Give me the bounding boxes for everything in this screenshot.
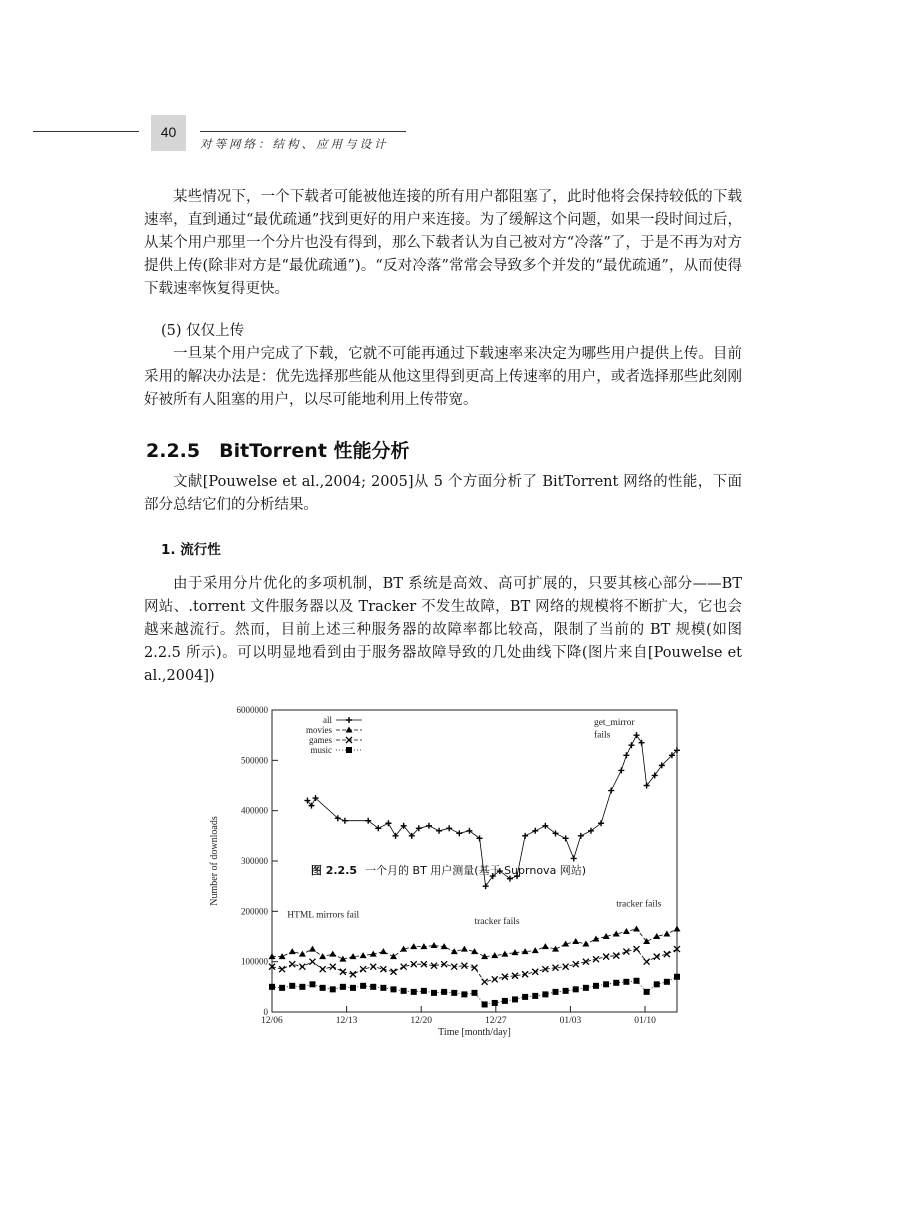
point-games — [472, 965, 478, 971]
point-games — [563, 964, 569, 970]
y-tick-label: 500000 — [241, 755, 268, 766]
point-music — [411, 989, 417, 995]
point-movies — [663, 930, 670, 936]
point-games — [401, 964, 407, 970]
x-tick-label: 12/13 — [335, 1016, 358, 1026]
x-tick-label: 01/10 — [634, 1016, 656, 1026]
point-music — [289, 983, 295, 989]
point-music — [573, 986, 579, 992]
point-movies — [532, 947, 539, 953]
chart-annotation: HTML mirrors fail — [287, 910, 360, 921]
point-games — [492, 976, 498, 982]
figure-caption-text: 一个月的 BT 用户测量(基于 Suprnova 网站) — [365, 864, 587, 877]
point-movies — [572, 938, 579, 944]
point-games — [320, 966, 326, 972]
y-tick-label: 0 — [263, 1007, 268, 1017]
chart-annotation: get_mirror — [593, 718, 635, 729]
point-movies — [319, 953, 326, 959]
point-music — [593, 983, 599, 989]
point-music — [279, 985, 285, 991]
point-music — [522, 994, 528, 1000]
header-rule-left — [33, 131, 139, 132]
point-all — [588, 828, 594, 834]
point-movies — [633, 925, 640, 931]
list-item-5: (5) 仅仅上传 — [161, 323, 245, 339]
point-games — [634, 946, 640, 952]
header-rule-right — [200, 131, 406, 132]
point-all — [342, 818, 348, 824]
point-music — [603, 981, 609, 987]
point-all — [365, 818, 371, 824]
point-music — [644, 989, 650, 995]
point-all — [426, 823, 432, 829]
legend-marker-movies — [346, 727, 353, 733]
paragraph-4: 由于采用分片优化的多项机制，BT 系统是高效、高可扩展的，只要其核心部分——BT 网站、.torrent 文件服务器以及 Tracker 不发生故障，BT 网络的规模将不断扩大，它也会越来越流行。然而，目前上述三种服务器的故障率都比较高，限制了当前的 BT 规模(如图 2.2.5 所示)。可以明显地看到由于服务器故障导致的几处曲线下降(图片来自[Pouwelse et al.,2004]) — [144, 576, 742, 684]
point-music — [553, 989, 559, 995]
point-games — [573, 961, 579, 967]
point-all — [456, 830, 462, 836]
point-games — [299, 964, 305, 970]
point-games — [360, 966, 366, 972]
point-all — [466, 828, 472, 834]
chart-annotation: fails — [593, 730, 611, 741]
point-movies — [309, 946, 316, 952]
point-all — [563, 835, 569, 841]
point-all — [375, 825, 381, 831]
point-music — [451, 990, 457, 996]
point-movies — [582, 941, 589, 947]
point-movies — [623, 928, 630, 934]
point-music — [623, 979, 629, 985]
point-movies — [269, 953, 276, 959]
x-tick-label: 12/20 — [410, 1016, 433, 1026]
point-music — [269, 984, 275, 990]
point-games — [593, 956, 599, 962]
point-movies — [289, 948, 296, 954]
point-all — [477, 835, 483, 841]
section-title: 2.2.5 BitTorrent 性能分析 — [146, 440, 410, 462]
point-music — [674, 974, 680, 980]
point-music — [634, 978, 640, 984]
point-games — [330, 964, 336, 970]
point-movies — [360, 952, 367, 958]
point-games — [310, 959, 316, 965]
point-all — [618, 767, 624, 773]
y-axis-label: Number of downloads — [209, 816, 220, 906]
point-games — [654, 954, 660, 960]
point-all — [522, 833, 528, 839]
y-tick-label: 300000 — [241, 856, 268, 866]
point-music — [542, 991, 548, 997]
y-tick-label: 200000 — [241, 906, 268, 917]
legend-label-games: games — [309, 735, 332, 745]
point-music — [461, 991, 467, 997]
point-games — [279, 966, 285, 972]
legend-label-all: all — [323, 715, 332, 725]
point-all — [634, 732, 640, 738]
x-axis-label: Time [month/day] — [438, 1027, 511, 1038]
point-games — [380, 966, 386, 972]
figure-caption — [0, 862, 897, 878]
point-games — [350, 971, 356, 977]
point-music — [320, 985, 326, 991]
point-games — [623, 949, 629, 955]
point-music — [299, 984, 305, 990]
x-tick-label: 12/27 — [484, 1016, 507, 1026]
figure-number: 图 2.2.5 — [310, 864, 358, 877]
point-music — [492, 1000, 498, 1006]
point-games — [664, 951, 670, 957]
point-music — [441, 989, 447, 995]
point-music — [583, 985, 589, 991]
point-music — [340, 984, 346, 990]
paragraph-2: 一旦某个用户完成了下载，它就不可能再通过下载速率来决定为哪些用户提供上传。目前采用的解决办法是：优先选择那些能从他这里得到更高上传速率的用户，或者选择那些此刻刚好被所有人阻塞的用户，以尽可能地利用上传带宽。 — [144, 346, 742, 408]
point-movies — [279, 953, 286, 959]
point-all — [623, 752, 629, 758]
x-tick-label: 01/03 — [559, 1016, 582, 1026]
paragraph-3: 文献[Pouwelse et al.,2004; 2005]从 5 个方面分析了 BitTorrent 网络的性能，下面部分总结它们的分析结果。 — [144, 474, 742, 513]
point-movies — [390, 953, 397, 959]
point-all — [578, 833, 584, 839]
running-head: 对等网络：结构、应用与设计 — [200, 137, 389, 151]
point-games — [340, 969, 346, 975]
point-all — [446, 825, 452, 831]
point-all — [571, 855, 577, 861]
paragraph-1: 某些情况下，一个下载者可能被他连接的所有用户都阻塞了，此时他将会保持较低的下载速率，直到通过“最优疏通”找到更好的用户来连接。为了缓解这个问题，如果一段时间过后，从某个用户那里一个分片也没有得到，那么下载者认为自己被对方“冷落”了，于是不再为对方提供上传(除非对方是“最优疏通”)。“反对冷落”常常会导致多个并发的“最优疏通”，从而使得下载速率恢复得更快。 — [144, 189, 742, 297]
point-music — [532, 993, 538, 999]
point-music — [512, 996, 518, 1002]
point-movies — [542, 943, 549, 949]
point-all — [628, 742, 634, 748]
legend-label-music: music — [310, 745, 332, 755]
point-movies — [299, 951, 306, 957]
legend-marker-all — [346, 717, 352, 723]
point-movies — [329, 951, 336, 957]
point-music — [360, 983, 366, 989]
legend-label-movies: movies — [306, 725, 332, 735]
point-music — [380, 985, 386, 991]
point-games — [532, 969, 538, 975]
point-movies — [461, 946, 468, 952]
legend-marker-music — [346, 747, 352, 753]
y-tick-label: 6000000 — [236, 705, 268, 715]
point-music — [654, 981, 660, 987]
point-movies — [410, 943, 417, 949]
point-movies — [491, 952, 498, 958]
point-music — [431, 990, 437, 996]
x-tick-label: 12/06 — [261, 1016, 283, 1026]
point-movies — [380, 948, 387, 954]
point-movies — [674, 925, 681, 931]
point-games — [370, 964, 376, 970]
point-games — [583, 959, 589, 965]
point-games — [411, 961, 417, 967]
point-music — [370, 984, 376, 990]
point-all — [542, 823, 548, 829]
point-all — [532, 828, 538, 834]
point-music — [563, 988, 569, 994]
point-music — [502, 998, 508, 1004]
point-music — [664, 979, 670, 985]
point-all — [639, 740, 645, 746]
point-all — [436, 828, 442, 834]
point-music — [482, 1001, 488, 1007]
point-music — [310, 981, 316, 987]
point-music — [330, 986, 336, 992]
point-games — [289, 961, 295, 967]
point-movies — [451, 948, 458, 954]
point-all — [385, 820, 391, 826]
point-music — [472, 990, 478, 996]
chart-annotation: tracker fails — [616, 899, 662, 910]
point-all — [608, 788, 614, 794]
y-tick-label: 400000 — [241, 805, 268, 816]
point-music — [421, 988, 427, 994]
page-number: 40 — [151, 115, 186, 151]
point-movies — [431, 942, 438, 948]
subsection-heading: 1. 流行性 — [161, 542, 221, 558]
point-all — [483, 883, 489, 889]
point-music — [613, 980, 619, 986]
point-music — [401, 988, 407, 994]
point-games — [482, 979, 488, 985]
chart-annotation: tracker fails — [474, 916, 520, 927]
point-music — [350, 985, 356, 991]
point-games — [391, 969, 397, 975]
point-music — [391, 986, 397, 992]
point-all — [553, 830, 559, 836]
y-tick-label: 100000 — [241, 956, 268, 967]
point-games — [644, 959, 650, 965]
